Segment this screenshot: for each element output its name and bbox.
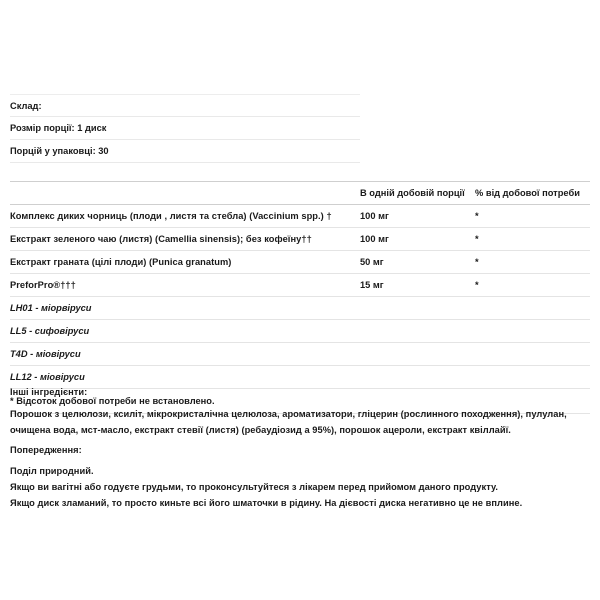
ingredient-amount: 15 мг <box>360 280 384 290</box>
ingredient-amount: 100 мг <box>360 234 389 244</box>
strain-label: LH01 - міорвіруси <box>10 303 92 313</box>
ingredient-name: Екстракт граната (цілі плоди) (Punica granatum) <box>10 257 232 267</box>
ingredient-daily-value: * <box>475 257 479 267</box>
daily-value-footnote: * Відсоток добової потреби не встановлено. <box>10 396 215 406</box>
ingredient-name: PreforPro®††† <box>10 280 76 290</box>
table-row <box>10 205 590 228</box>
warnings-line: Якщо диск зламаний, то просто киньте всі його шматочки в рідину. На дієвості диска негативно це не вплине. <box>10 498 523 508</box>
serving-row-label: Склад: <box>10 100 42 111</box>
table-row <box>10 251 590 274</box>
ingredient-amount: 50 мг <box>360 257 384 267</box>
table-spacer <box>10 163 360 181</box>
serving-row-label: Порцій у упаковці: 30 <box>10 146 109 156</box>
column-header-amount-per-serving: В одній добовій порції <box>360 188 465 198</box>
other-ingredients-body <box>10 406 590 438</box>
strain-label: T4D - міовіруси <box>10 349 81 359</box>
ingredient-daily-value: * <box>475 234 479 244</box>
table-row <box>10 228 590 251</box>
warnings-line: Поділ природний. <box>10 466 94 476</box>
other-ingredients-heading <box>10 384 590 400</box>
warnings-body <box>10 463 590 511</box>
warnings-heading-text: Попередження: <box>10 445 82 455</box>
table-row <box>10 343 590 366</box>
table-header-row <box>10 181 590 205</box>
table-row <box>10 297 590 320</box>
serving-row-servings-per-container <box>10 140 360 163</box>
warnings-heading <box>10 442 590 458</box>
column-header-percent-daily-value: % від добової потреби <box>475 188 580 198</box>
serving-row-label: Розмір порції: 1 диск <box>10 123 107 133</box>
supplement-facts-table <box>10 94 590 414</box>
other-ingredients-heading-text: Інші інгредієнти: <box>10 387 88 397</box>
warnings-line: Якщо ви вагітні або годуєте грудьми, то проконсультуйтеся з лікарем перед прийомом даного продукту. <box>10 482 499 492</box>
ingredient-name: Комплекс диких чорниць (плоди , листя та стебла) (Vaccinium spp.) † <box>10 211 332 221</box>
table-row <box>10 274 590 297</box>
strain-label: LL5 - сифовіруси <box>10 326 90 336</box>
table-row <box>10 320 590 343</box>
other-ingredients-line: очищена вода, мст-масло, екстракт стевії (листя) (ребаудіозид а 95%), порошок ацероли, екстракт квіллайї. <box>10 425 511 435</box>
serving-row-composition <box>10 94 360 117</box>
strain-label: LL12 - міовіруси <box>10 372 85 382</box>
ingredient-daily-value: * <box>475 211 479 221</box>
serving-row-serving-size <box>10 117 360 140</box>
ingredient-name: Екстракт зеленого чаю (листя) (Camellia sinensis); без кофеїну†† <box>10 234 312 244</box>
ingredient-amount: 100 мг <box>360 211 389 221</box>
other-ingredients-line: Порошок з целюлози, ксиліт, мікрокристалічна целюлоза, ароматизатори, гліцерин (рослинного походження), пулулан, <box>10 409 567 419</box>
ingredient-daily-value: * <box>475 280 479 290</box>
